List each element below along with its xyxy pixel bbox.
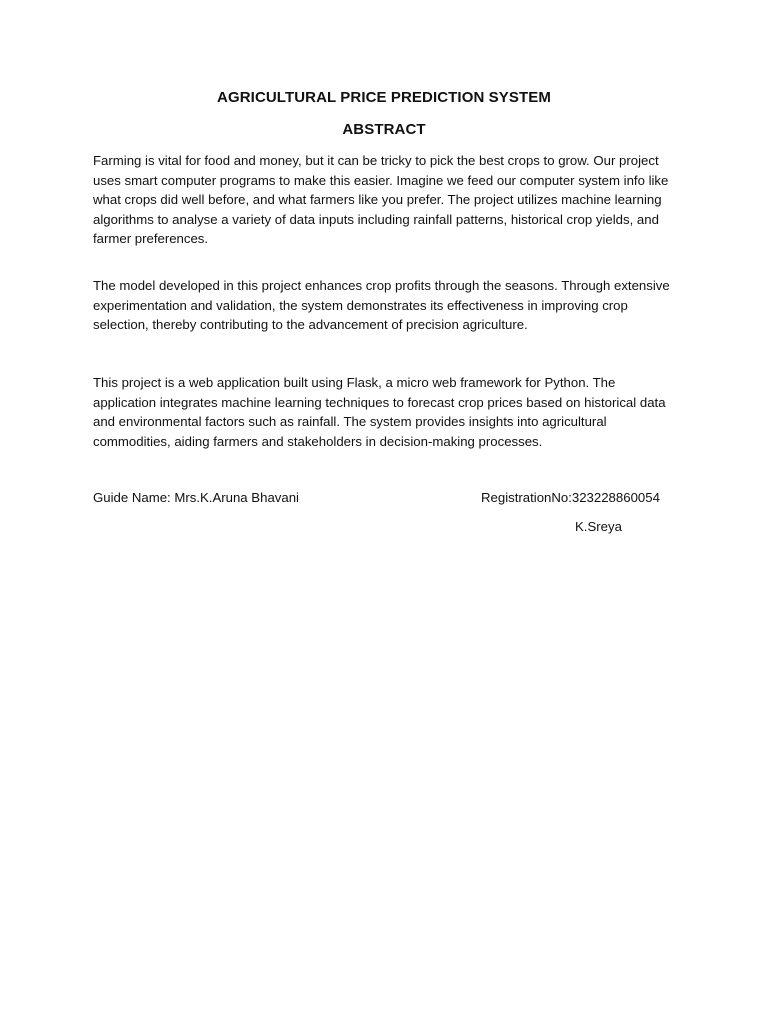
abstract-paragraph-3: This project is a web application built using Flask, a micro web framework for Python. The application integrates machine learning techniques to forecast crop prices based on historical data and environmental factors such as rainfall. The system provides insights into agricultural commodities, aiding farmers and stakeholders in decision-making processes. (93, 375, 666, 449)
document-title: AGRICULTURAL PRICE PREDICTION SYSTEM (217, 89, 551, 106)
abstract-heading: ABSTRACT (342, 121, 426, 138)
guide-name: Guide Name: Mrs.K.Aruna Bhavani (93, 490, 299, 505)
abstract-paragraph-2: The model developed in this project enhances crop profits through the seasons. Through extensive experimentation and validation, the system demonstrates its effectiveness in improving crop selection, thereby contributing to the advancement of precision agriculture. (93, 278, 670, 332)
abstract-paragraph-1: Farming is vital for food and money, but it can be tricky to pick the best crops to grow. Our project uses smart computer programs to make this easier. Imagine we feed our computer system info like what crops did well before, and what farmers like you prefer. The project utilizes machine learning algorithms to analyse a variety of data inputs including rainfall patterns, historical crop yields, and farmer preferences. (93, 153, 669, 246)
student-name: K.Sreya (575, 519, 622, 534)
registration-number: RegistrationNo:323228860054 (481, 490, 660, 505)
